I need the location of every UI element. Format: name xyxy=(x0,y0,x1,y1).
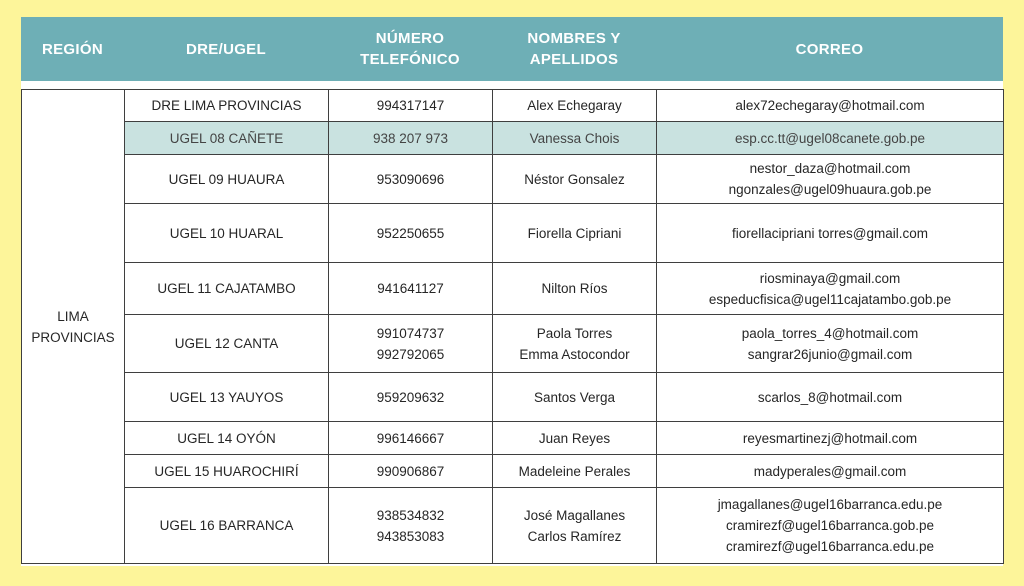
email-cell xyxy=(657,204,1004,263)
name-cell xyxy=(493,263,657,315)
name-cell-line: Fiorella Cipriani xyxy=(527,225,622,241)
header-region-label: REGIÓN xyxy=(42,40,103,58)
ugel-cell: UGEL 08 CAÑETE xyxy=(125,122,329,155)
email-cell-line[interactable]: ngonzales@ugel09huaura.gob.pe xyxy=(728,182,932,197)
name-cell xyxy=(493,315,657,373)
table-row xyxy=(22,263,1004,315)
table-row xyxy=(22,204,1004,263)
email-cell xyxy=(657,488,1004,564)
ugel-cell: UGEL 13 YAUYOS xyxy=(125,373,329,422)
name-cell xyxy=(493,455,657,488)
phone-cell-line: 959209632 xyxy=(376,389,445,405)
email-cell xyxy=(657,90,1004,122)
phone-cell xyxy=(329,315,493,373)
email-cell xyxy=(657,155,1004,204)
email-cell xyxy=(657,455,1004,488)
email-cell xyxy=(657,122,1004,155)
phone-cell-line: 938534832 xyxy=(376,507,445,523)
phone-cell xyxy=(329,422,493,455)
name-cell xyxy=(493,373,657,422)
ugel-cell: UGEL 10 HUARAL xyxy=(125,204,329,263)
email-cell-line[interactable]: esp.cc.tt@ugel08canete.gob.pe xyxy=(734,130,926,146)
phone-cell-line: 994317147 xyxy=(376,98,445,113)
region-line2: PROVINCIAS xyxy=(31,329,115,345)
header-region xyxy=(21,17,124,81)
header-phone xyxy=(328,17,492,81)
email-cell-line[interactable]: sangrar26junio@gmail.com xyxy=(747,346,913,362)
phone-cell xyxy=(329,455,493,488)
ugel-cell: UGEL 09 HUAURA xyxy=(125,155,329,204)
name-cell-line: Vanessa Chois xyxy=(529,130,620,146)
header-dre-ugel xyxy=(124,17,328,81)
name-cell xyxy=(493,422,657,455)
header-phone-line1: NÚMERO xyxy=(375,30,445,47)
table-row xyxy=(22,315,1004,373)
phone-cell xyxy=(329,263,493,315)
header-dre-ugel-label: DRE/UGEL xyxy=(186,40,266,58)
header-phone-line2: TELEFÓNICO xyxy=(360,51,460,68)
email-cell xyxy=(657,315,1004,373)
header-email-label: CORREO xyxy=(795,40,864,58)
name-cell xyxy=(493,488,657,564)
phone-cell xyxy=(329,204,493,263)
email-cell-line[interactable]: paola_torres_4@hotmail.com xyxy=(741,325,919,341)
name-cell xyxy=(493,122,657,155)
name-cell-line: Juan Reyes xyxy=(538,430,611,446)
email-cell-line[interactable]: fiorellacipriani torres@gmail.com xyxy=(731,225,928,241)
name-cell xyxy=(493,204,657,263)
ugel-cell: UGEL 16 BARRANCA xyxy=(125,488,329,564)
phone-cell xyxy=(329,488,493,564)
phone-cell-line: 992792065 xyxy=(376,346,445,362)
table-row xyxy=(22,373,1004,422)
name-cell-line: Emma Astocondor xyxy=(519,346,630,362)
table-row xyxy=(22,122,1004,155)
table-row xyxy=(22,455,1004,488)
phone-cell xyxy=(329,122,493,155)
ugel-cell: UGEL 11 CAJATAMBO xyxy=(125,263,329,315)
email-cell-line[interactable]: cramirezf@ugel16barranca.gob.pe xyxy=(725,518,935,533)
phone-cell xyxy=(329,155,493,204)
ugel-cell: UGEL 15 HUAROCHIRÍ xyxy=(125,455,329,488)
name-cell-line: Néstor Gonsalez xyxy=(524,171,625,187)
ugel-cell: DRE LIMA PROVINCIAS xyxy=(125,90,329,122)
email-cell-line[interactable]: alex72echegaray@hotmail.com xyxy=(735,98,925,113)
email-cell-line[interactable]: espeducfisica@ugel11cajatambo.gob.pe xyxy=(708,291,952,307)
name-cell-line: José Magallanes xyxy=(523,507,626,523)
email-cell xyxy=(657,373,1004,422)
phone-cell-line: 941641127 xyxy=(377,281,444,296)
header-names-line2: APELLIDOS xyxy=(529,51,619,68)
name-cell-line: Paola Torres xyxy=(536,325,613,341)
phone-cell-line: 996146667 xyxy=(376,430,445,446)
region-cell xyxy=(22,90,125,564)
email-cell-line[interactable]: riosminaya@gmail.com xyxy=(759,270,901,286)
phone-cell-line: 990906867 xyxy=(376,463,445,479)
phone-cell xyxy=(329,90,493,122)
table-header xyxy=(21,17,1003,81)
header-names xyxy=(492,17,656,81)
email-cell-line[interactable]: madyperales@gmail.com xyxy=(753,463,907,479)
ugel-cell: UGEL 12 CANTA xyxy=(125,315,329,373)
header-email xyxy=(656,17,1003,81)
phone-cell-line: 952250655 xyxy=(376,225,445,241)
table-row xyxy=(22,422,1004,455)
table-row xyxy=(22,155,1004,204)
header-names-line1: NOMBRES Y xyxy=(527,30,621,47)
email-cell xyxy=(657,263,1004,315)
contact-table-frame xyxy=(21,17,1003,566)
name-cell xyxy=(493,155,657,204)
contact-table xyxy=(21,89,1003,564)
name-cell-line: Santos Verga xyxy=(533,389,616,405)
phone-cell-line: 943853083 xyxy=(376,528,445,544)
email-cell-line[interactable]: nestor_daza@hotmail.com xyxy=(749,161,911,176)
email-cell-line[interactable]: reyesmartinezj@hotmail.com xyxy=(742,430,918,446)
name-cell-line: Carlos Ramírez xyxy=(527,528,622,544)
name-cell-line: Nilton Ríos xyxy=(541,281,608,296)
email-cell-line[interactable]: scarlos_8@hotmail.com xyxy=(757,389,903,405)
table-row xyxy=(22,90,1004,122)
name-cell-line: Madeleine Perales xyxy=(518,463,631,479)
email-cell xyxy=(657,422,1004,455)
phone-cell-line: 991074737 xyxy=(376,325,445,341)
phone-cell-line: 953090696 xyxy=(376,171,445,187)
name-cell xyxy=(493,90,657,122)
email-cell-line[interactable]: cramirezf@ugel16barranca.edu.pe xyxy=(725,539,935,554)
region-line1: LIMA xyxy=(57,308,89,324)
phone-cell xyxy=(329,373,493,422)
name-cell-line: Alex Echegaray xyxy=(527,98,622,113)
table-row xyxy=(22,488,1004,564)
phone-cell-line: 938 207 973 xyxy=(372,130,449,146)
ugel-cell: UGEL 14 OYÓN xyxy=(125,422,329,455)
email-cell-line[interactable]: jmagallanes@ugel16barranca.edu.pe xyxy=(717,497,943,512)
